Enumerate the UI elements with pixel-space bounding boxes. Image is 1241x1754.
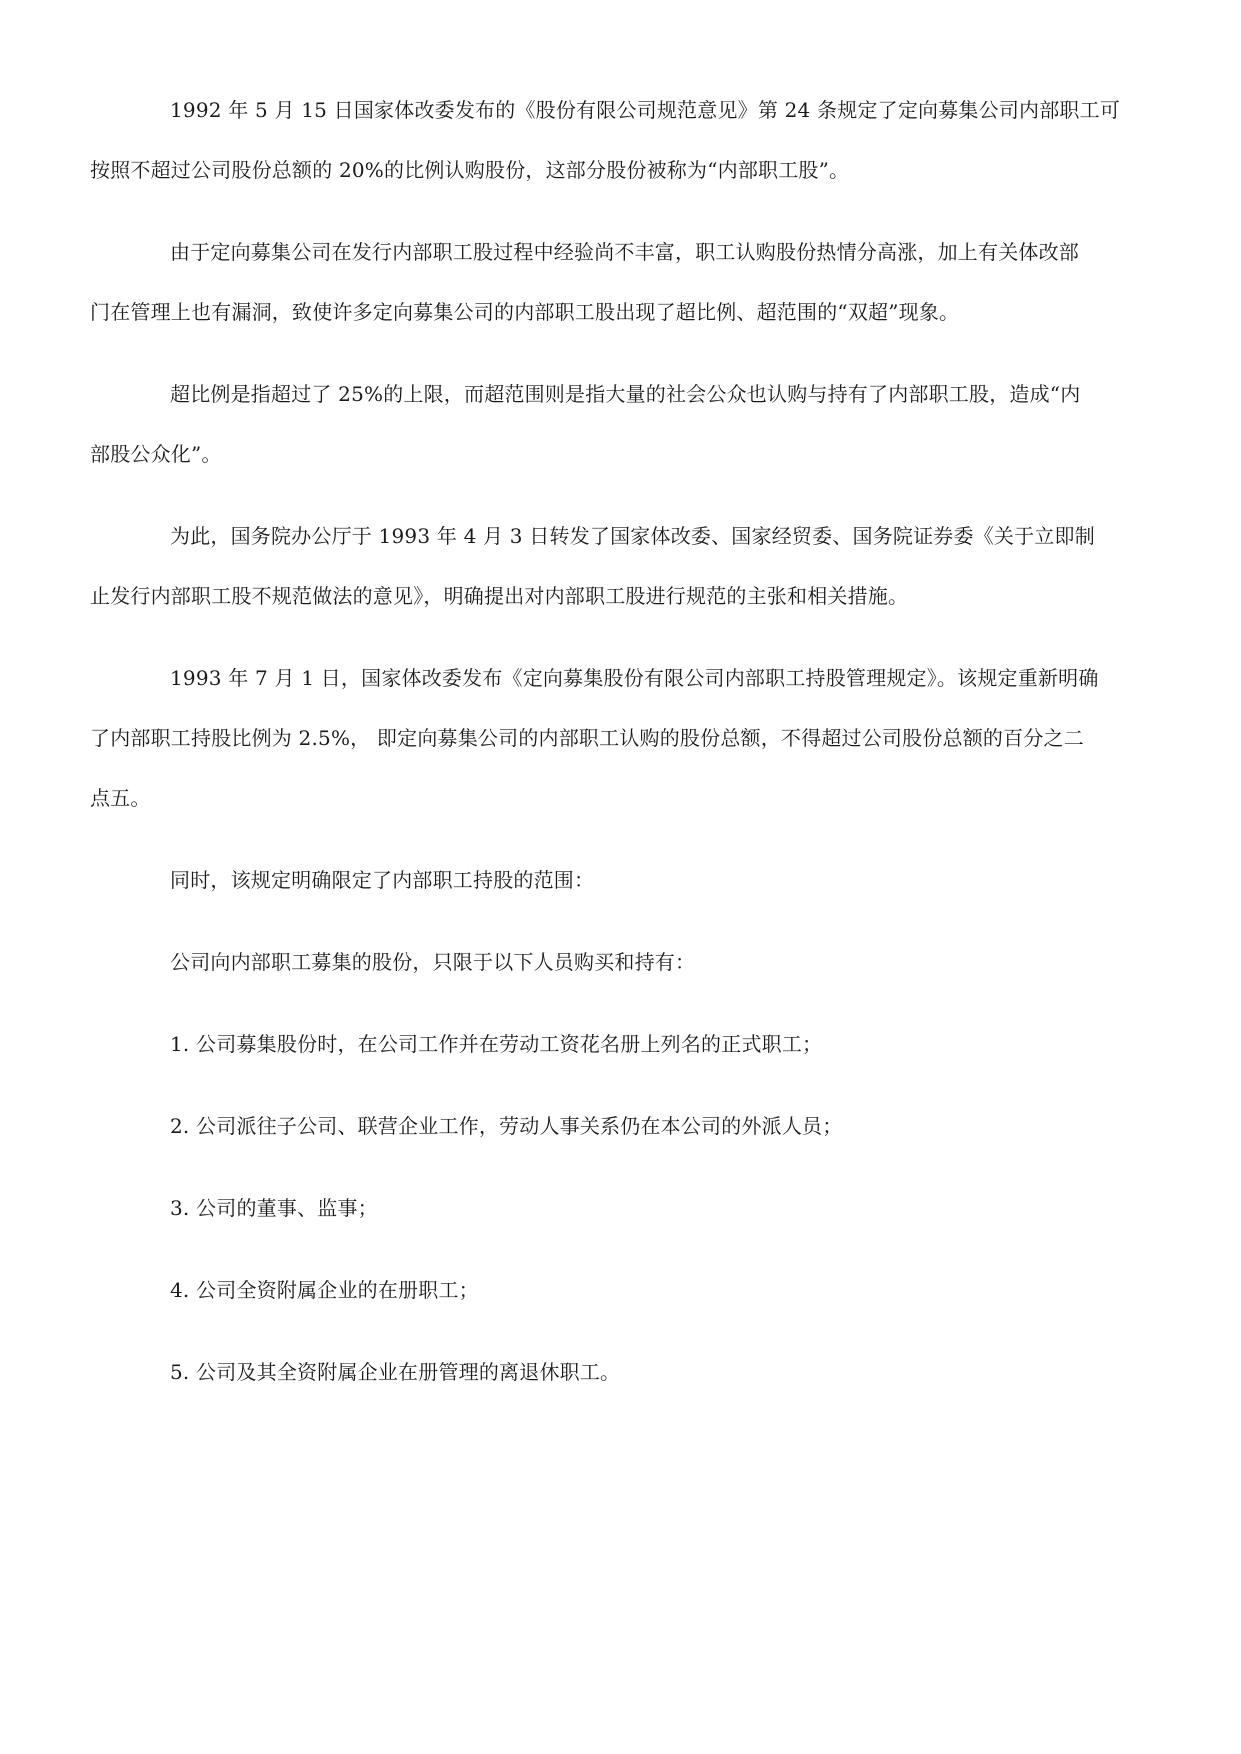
list-item-5: 5. 公司及其全资附属企业在册管理的离退休职工。	[170, 1360, 621, 1384]
paragraph-1-line-1: 1992 年 5 月 15 日国家体改委发布的《股份有限公司规范意见》第 24 条规定了定向募集公司内部职工可	[170, 98, 1121, 122]
paragraph-2-line-1: 由于定向募集公司在发行内部职工股过程中经验尚不丰富，职工认购股份热情分高涨，加上有关体改部	[170, 240, 1079, 264]
paragraph-5-line-2: 了内部职工持股比例为 2.5%， 即定向募集公司的内部职工认购的股份总额，不得超过公司股份总额的百分之二	[90, 726, 1084, 750]
list-item-4: 4. 公司全资附属企业的在册职工；	[170, 1278, 479, 1302]
paragraph-4-line-1: 为此，国务院办公厅于 1993 年 4 月 3 日转发了国家体改委、国家经贸委、国务院证券委《关于立即制	[170, 524, 1095, 548]
paragraph-1-line-2: 按照不超过公司股份总额的 20%的比例认购股份，这部分股份被称为“内部职工股”。	[90, 158, 850, 182]
paragraph-4-line-2: 止发行内部职工股不规范做法的意见》，明确提出对内部职工股进行规范的主张和相关措施。	[90, 584, 909, 608]
list-item-1: 1. 公司募集股份时，在公司工作并在劳动工资花名册上列名的正式职工；	[170, 1032, 823, 1056]
paragraph-5-line-3: 点五。	[90, 786, 151, 810]
list-item-2: 2. 公司派往子公司、联营企业工作，劳动人事关系仍在本公司的外派人员；	[170, 1114, 843, 1138]
paragraph-7-line-1: 公司向内部职工募集的股份，只限于以下人员购买和持有：	[170, 950, 696, 974]
paragraph-2-line-2: 门在管理上也有漏洞，致使许多定向募集公司的内部职工股出现了超比例、超范围的“双超”现象。	[90, 300, 960, 324]
paragraph-5-line-1: 1993 年 7 月 1 日，国家体改委发布《定向募集股份有限公司内部职工持股管理规定》。该规定重新明确	[170, 666, 1099, 690]
paragraph-3-line-2: 部股公众化”。	[90, 442, 222, 466]
paragraph-6-line-1: 同时，该规定明确限定了内部职工持股的范围：	[170, 868, 595, 892]
paragraph-3-line-1: 超比例是指超过了 25%的上限，而超范围则是指大量的社会公众也认购与持有了内部职工股，造成“内	[170, 382, 1081, 406]
list-item-3: 3. 公司的董事、监事；	[170, 1196, 378, 1220]
